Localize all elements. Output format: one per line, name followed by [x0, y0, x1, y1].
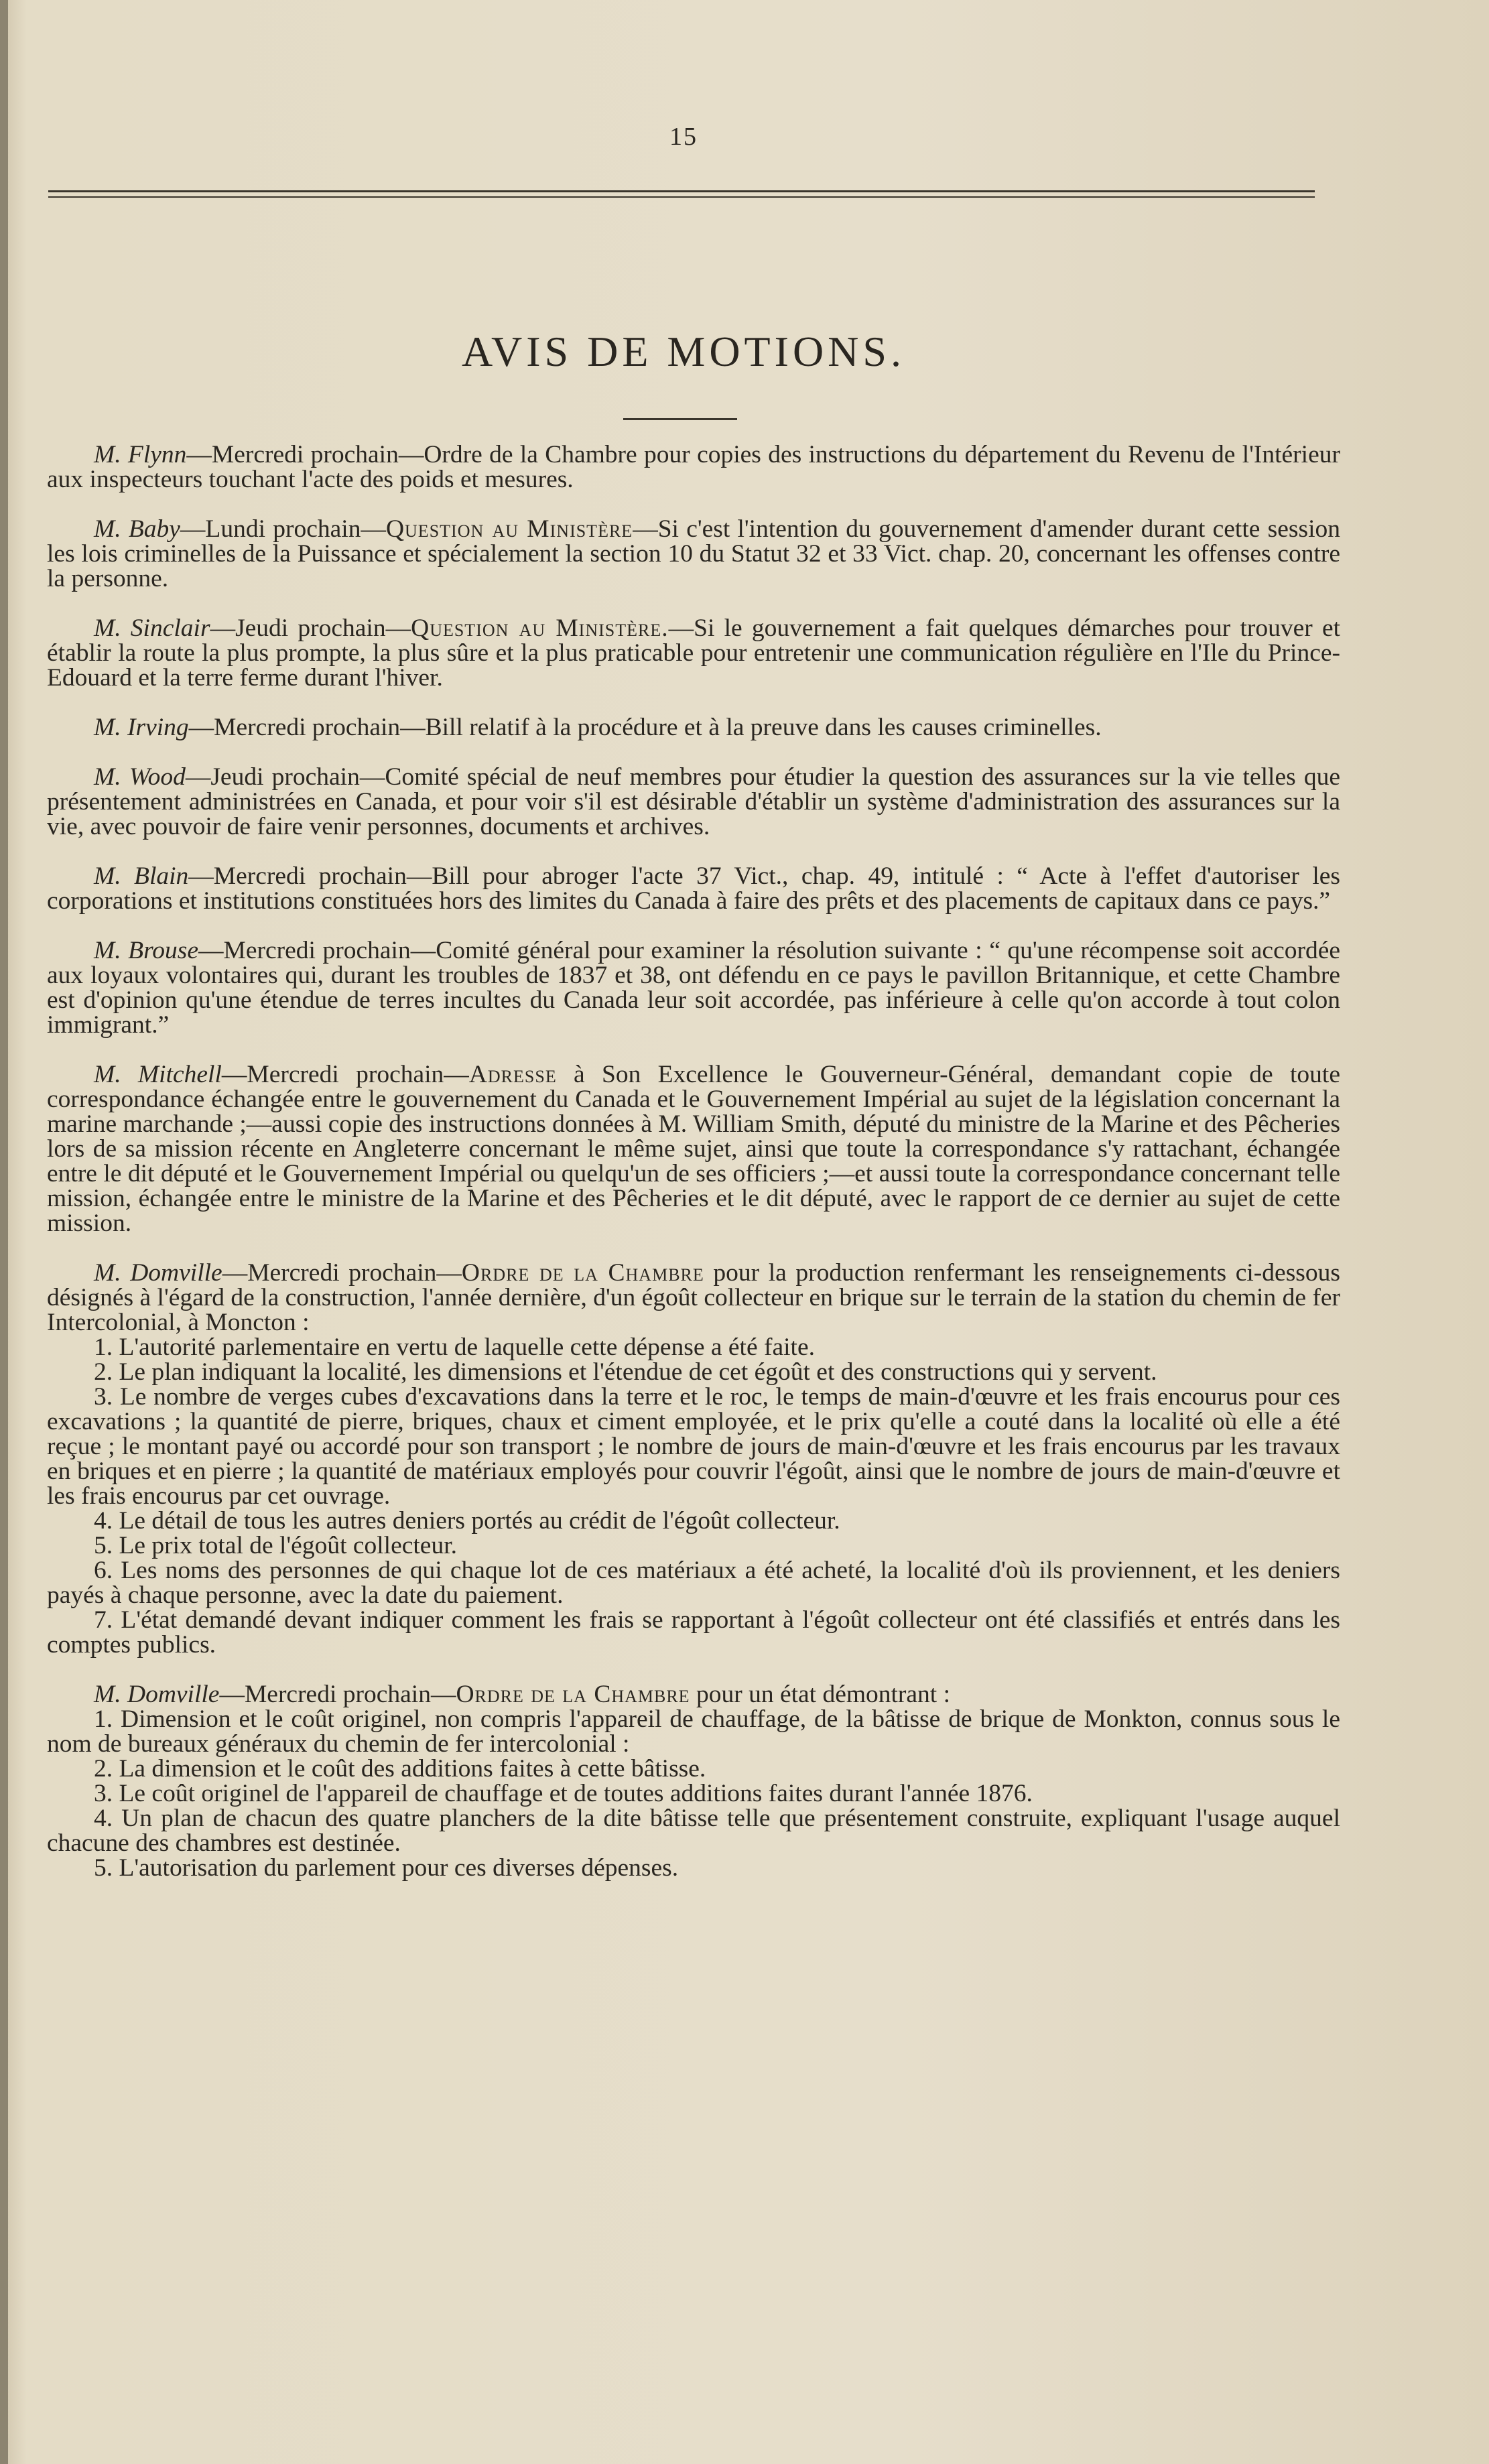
motion-domville-2: M. Domville—Mercredi prochain—Ordre de la Chambre pour un état démontrant : — [94, 1681, 951, 1708]
motion-irving: M. Irving—Mercredi prochain—Bill relatif à la procédure et à la preuve dans les causes criminelles. — [94, 714, 1102, 741]
page-title: AVIS DE MOTIONS. — [462, 328, 905, 375]
list-item: 2. La dimension et le coût des additions faites à cette bâtisse. — [94, 1755, 706, 1782]
motion-domville-1: M. Domville—Mercredi prochain—Ordre de la Chambre pour la production renfermant les renseignements ci-dessous désignés à l'égard de la construction, l'année dernière, d'un égoût collecteur en brique sur le terrain de la station du chemin de fer Intercolonial, à Moncton : — [47, 1259, 1340, 1336]
list-item: 5. Le prix total de l'égoût collecteur. — [94, 1532, 457, 1559]
header-rule — [48, 190, 1315, 192]
list-item: 2. Le plan indiquant la localité, les dimensions et l'étendue de cet égoût et des constructions qui y servent. — [94, 1358, 1157, 1386]
title-rule — [623, 418, 737, 420]
motion-baby: M. Baby—Lundi prochain—Question au Ministère—Si c'est l'intention du gouvernement d'amender durant cette session les lois criminelles de la Puissance et spécialement la section 10 du Statut 32 et 33 Vict. chap. 20, concernant les offenses contre la personne. — [47, 515, 1341, 592]
motion-flynn: M. Flynn—Mercredi prochain—Ordre de la Chambre pour copies des instructions du département du Revenu de l'Intérieur aux inspecteurs touchant l'acte des poids et mesures. — [47, 441, 1340, 493]
motion-brouse: M. Brouse—Mercredi prochain—Comité général pour examiner la résolution suivante : “ qu'une récompense soit accordée aux loyaux volontaires qui, durant les troubles de 1837 et 38, ont défendu en ce pays le pavillon Britannique, et cette Chambre est d'opinion qu'une étendue de terres incultes du Canada leur soit accordée, pas inférieure à celle qu'on accorde à tout colon immigrant.” — [47, 937, 1340, 1039]
header-rule-double — [48, 196, 1315, 198]
list-item: 3. Le nombre de verges cubes d'excavations dans la terre et le roc, le temps de main-d'œuvre et les frais encourus pour ces excavations ; la quantité de pierre, briques, chaux et ciment employée, et le prix qu'elle a couté dans la localité où elle a été reçue ; le montant payé ou accordé pour son transport ; le nombre de jours de main-d'œuvre et les frais encourus par les travaux en briques et en pierre ; la quantité de matériaux employés pour couvrir l'égoût, ainsi que le nombre de jours de main-d'œuvre et les frais encourus par cet ouvrage. — [47, 1383, 1340, 1510]
motion-wood: M. Wood—Jeudi prochain—Comité spécial de neuf membres pour étudier la question des assurances sur la vie telles que présentement administrées en Canada, et pour voir s'il est désirable d'établir un système d'administration des assurances sur la vie, avec pouvoir de faire venir personnes, documents et archives. — [47, 763, 1340, 840]
list-item: 1. Dimension et le coût originel, non compris l'appareil de chauffage, de la bâtisse de brique de Monkton, connus sous le nom de bureaux généraux du chemin de fer intercolonial : — [47, 1705, 1340, 1758]
list-item: 6. Les noms des personnes de qui chaque lot de ces matériaux a été acheté, la localité d'où ils proviennent, et les deniers payés à chaque personne, avec la date du paiement. — [47, 1557, 1340, 1609]
list-item: 4. Un plan de chacun des quatre planchers de la dite bâtisse telle que présentement construite, expliquant l'usage auquel chacune des chambres est destinée. — [47, 1805, 1340, 1857]
motion-sinclair: M. Sinclair—Jeudi prochain—Question au Ministère.—Si le gouvernement a fait quelques démarches pour trouver et établir la route la plus prompte, la plus sûre et la plus praticable pour entretenir une communication régulière en l'Ile du Prince-Edouard et la terre ferme durant l'hiver. — [47, 614, 1341, 692]
list-item: 4. Le détail de tous les autres deniers portés au crédit de l'égoût collecteur. — [94, 1507, 840, 1535]
motion-mitchell: M. Mitchell—Mercredi prochain—Adresse à Son Excellence le Gouverneur-Général, demandant copie de toute correspondance échangée entre le gouvernement du Canada et le Gouvernement Impérial au sujet de la législation concernant la marine marchande ;—aussi copie des instructions données à M. William Smith, député du ministre de la Marine et des Pêcheries lors de sa mission récente en Angleterre concernant le même sujet, ainsi que toute la correspondance s'y rattachant, échangée entre le dit député et le Gouvernement Impérial ou quelqu'un de ses officiers ;—et aussi toute la correspondance concernant telle mission, échangée entre le ministre de la Marine et des Pêcheries et le dit député, avec le rapport de ce dernier au sujet de cette mission. — [47, 1061, 1340, 1237]
page-number: 15 — [669, 123, 698, 151]
motions-body — [47, 442, 1340, 1880]
motion-blain: M. Blain—Mercredi prochain—Bill pour abroger l'acte 37 Vict., chap. 49, intitulé : “ Acte à l'effet d'autoriser les corporations et institutions constituées hors des limites du Canada à faire des prêts et des placements de capitaux dans ce pays.” — [47, 862, 1340, 915]
list-item: 5. L'autorisation du parlement pour ces diverses dépenses. — [94, 1854, 679, 1882]
list-item: 3. Le coût originel de l'appareil de chauffage et de toutes additions faites durant l'année 1876. — [94, 1780, 1033, 1807]
list-item: 7. L'état demandé devant indiquer comment les frais se rapportant à l'égoût collecteur ont été classifiés et entrés dans les comptes publics. — [47, 1606, 1340, 1659]
list-item: 1. L'autorité parlementaire en vertu de laquelle cette dépense a été faite. — [94, 1334, 815, 1361]
